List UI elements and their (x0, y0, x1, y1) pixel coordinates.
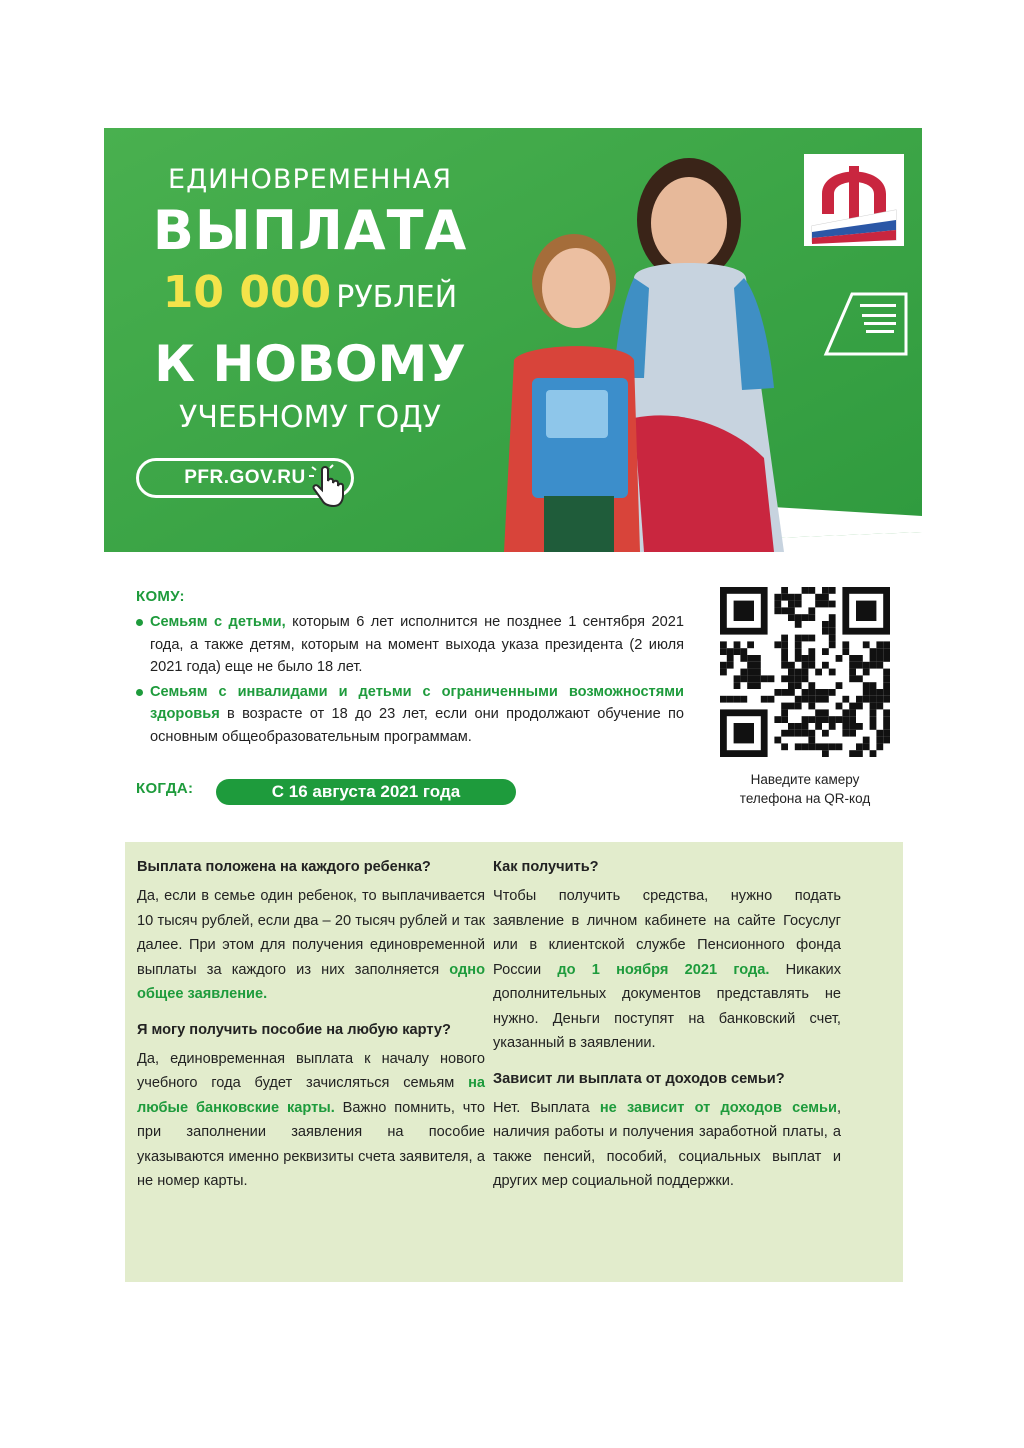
eligibility-highlight: Семьям с детьми, (150, 614, 286, 630)
headline-line-5: УЧЕБНОМУ ГОДУ (179, 400, 441, 435)
faq-question: Зависит ли выплата от доходов семьи? (493, 1070, 785, 1087)
faq-question: Выплата положена на каждого ребенка? (137, 859, 431, 875)
faq-answer-highlight: не зависит от доходов семьи (599, 1099, 837, 1116)
faq-question: Как получить? (493, 859, 599, 875)
faq-panel (125, 842, 903, 1282)
headline-line-2: ВЫПЛАТА (152, 199, 468, 262)
eligibility-highlight: Семьям с инвалидами и детьми с ограниченными возможностями здоровья (150, 683, 684, 722)
faq-answer-text: Нет. Выплата (493, 1099, 600, 1116)
when-label: КОГДА: (136, 780, 194, 797)
faq-answer-text: Никаких дополнительных документов представлять не нужно. Деньги поступят на банковский счет, указанный в заявлении. (493, 961, 841, 1051)
qr-code[interactable] (720, 587, 890, 757)
qr-caption-line-2: телефона на QR-код (739, 791, 871, 806)
headline-line-4: К НОВОМУ (154, 335, 466, 393)
faq-question: Я могу получить пособие на любую карту? (137, 1021, 451, 1038)
faq-answer-text: Да, если в семье один ребенок, то выплачивается 10 тысяч рублей, если два – 20 тысяч рублей и так далее. При этом для получения единовременной выплаты за каждого из них заполняется (137, 888, 485, 978)
amount-currency: РУБЛЕЙ (336, 280, 458, 315)
eligibility-section (136, 588, 684, 750)
headline-line-1: ЕДИНОВРЕМЕННАЯ (168, 164, 452, 195)
eligibility-text: которым 6 лет исполнится не позднее 1 сентября 2021 года, а также детям, которым на момент выхода указа президента (2 июля 2021 года) еще не было 18 лет. (150, 614, 684, 675)
amount-value: 10 000 (162, 267, 332, 318)
faq-answer (493, 1096, 841, 1194)
hand-cursor-icon (308, 464, 348, 510)
faq-answer-highlight: до 1 ноября 2021 года. (557, 961, 770, 978)
faq-answer-highlight: на любые банковские карты. (137, 1075, 485, 1116)
headline-amount (140, 260, 480, 335)
site-link-button[interactable]: PFR.GOV.RU (136, 458, 354, 498)
faq-answer-highlight: одно общее заявление. (137, 961, 485, 1002)
faq-answer (137, 1047, 485, 1194)
faq-answer-text: Да, единовременная выплата к началу нового учебного года будет зачисляться семьям (137, 1050, 485, 1091)
eligibility-list (136, 611, 684, 748)
eligibility-text: в возрасте от 18 до 23 лет, если они продолжают обучение по основным общеобразовательным программам. (150, 706, 684, 745)
faq-answer-text: , наличия работы и получения заработной платы, а также пенсий, пособий, социальных выплат и других мер социальной поддержки. (493, 1099, 841, 1189)
promo-banner (104, 128, 922, 552)
children-photo (484, 128, 814, 552)
eligibility-item (136, 611, 684, 679)
national-projects-logo-icon (822, 288, 910, 360)
headline (140, 158, 480, 443)
faq-answer (493, 884, 841, 1056)
eligibility-item (136, 681, 684, 749)
faq-column-right (493, 856, 841, 1206)
qr-caption-line-1: Наведите камеру (750, 772, 860, 787)
start-date-badge: С 16 августа 2021 года (216, 779, 516, 805)
pfr-logo-icon (804, 154, 904, 246)
faq-column-left (137, 856, 485, 1206)
qr-caption (714, 770, 896, 808)
faq-answer (137, 884, 485, 1007)
faq-answer-text: Чтобы получить средства, нужно подать заявление в личном кабинете на сайте Госуслуг или в клиентской службе Пенсионного фонда России (493, 888, 841, 978)
who-label: КОМУ: (136, 588, 185, 605)
faq-answer-text: Важно помнить, что при заполнении заявления на пособие указываются именно реквизиты счета заявителя, а не номер карты. (137, 1099, 485, 1189)
